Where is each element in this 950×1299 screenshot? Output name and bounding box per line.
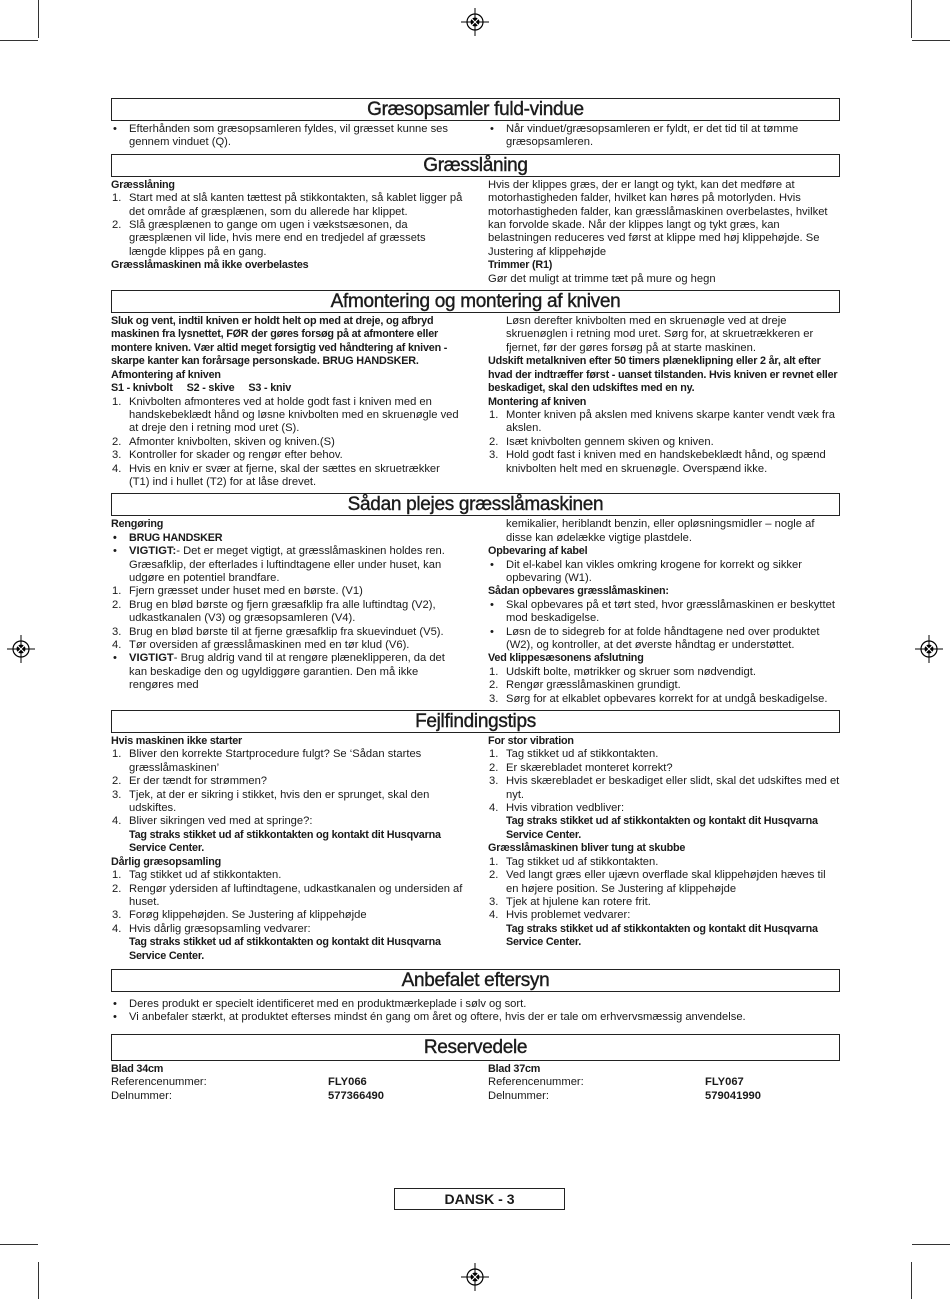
section-title-pleje: Sådan plejes græsslåmaskinen (111, 493, 840, 516)
list-item: 2. Rengør ydersiden af luftindtagene, udkastkanalen og undersiden af huset. (112, 882, 463, 908)
crop-mark (911, 1262, 912, 1299)
warning-text: Udskift metalkniven efter 50 timers plæneklipning eller 2 år, alt efter hvad der indtræffer først - uanset tilstanden. Hvis kniven er revnet eller beskadiget, skal den udskiftes med en ny. (488, 355, 838, 395)
part-number: 579041990 (705, 1089, 761, 1102)
crop-mark (38, 0, 39, 38)
list-item: 4. Hvis vibration vedbliver: (489, 802, 625, 815)
paragraph: Løsn derefter knivbolten med en skruenøgle ved at dreje skruenøglen i retning mod uret. Sørg for, at skruetrækkeren er fjernet, før der gøres forsøg på at starte maskinen. (506, 315, 814, 354)
page-footer: DANSK - 3 (394, 1188, 565, 1210)
list-item: • Efterhånden som græsopsamleren fyldes, vil græsset kunne ses gennem vinduet (Q). (111, 123, 463, 150)
list-item: • Løsn de to sidegreb for at folde håndtagene ned over produktet (W2), og kontroller, at det øverste håndtag er understøttet. (488, 626, 840, 653)
section-pleje (111, 518, 840, 706)
list-item: 2. Slå græsplænen to gange om ugen i vækstsæsonen, da græsplænen vil lide, hvis mere end en tredjedel af græssets længde klippes på en gang. (112, 219, 426, 258)
label: Referencenummer: (488, 1076, 584, 1089)
crop-mark (912, 40, 950, 41)
section-title-eftersyn: Anbefalet eftersyn (111, 969, 840, 992)
subheading: Blad 37cm (488, 1062, 541, 1075)
list-item: 3. Forøg klippehøjden. Se Justering af klippehøjde (112, 909, 367, 922)
list-item: • Dit el-kabel kan vikles omkring krogene for korrekt og sikker opbevaring (W1). (488, 559, 840, 586)
crop-mark (912, 1244, 950, 1245)
list-item: 2. Isæt knivbolten gennem skiven og kniven. (489, 435, 714, 448)
crop-mark (911, 0, 912, 38)
registration-mark-icon (461, 1263, 489, 1291)
crop-mark (0, 1244, 38, 1245)
subheading: Montering af kniven (488, 395, 587, 408)
list-item: 2. Er skærebladet monteret korrekt? (489, 761, 673, 774)
parts-legend: S1 - knivbolt S2 - skive S3 - kniv (111, 382, 292, 395)
list-item: 2. Ved langt græs eller ujævn overflade skal klippehøjden hæves til en højere position. Se Justering af klippehøjde (489, 869, 826, 895)
registration-mark-icon (7, 635, 35, 663)
subheading: Ved klippesæsonens afslutning (488, 652, 644, 665)
label: Delnummer: (488, 1089, 549, 1102)
list-item: 2. Rengør græsslåmaskinen grundigt. (489, 679, 681, 692)
manual-page (111, 98, 840, 1103)
list-item: 3. Hvis skærebladet er beskadiget eller slidt, skal det udskiftes med et nyt. (489, 775, 840, 801)
subheading: Trimmer (R1) (488, 259, 553, 272)
subheading: Afmontering af kniven (111, 368, 221, 381)
list-item: 4. Hvis problemet vedvarer: (489, 909, 631, 922)
section-slaaning (111, 179, 840, 286)
list-item: 3. Tjek, at der er sikring i stikket, hvis den er sprunget, skal den udskiftes. (112, 788, 430, 815)
list-item: 3. Kontroller for skader og rengør efter behov. (112, 449, 343, 462)
section-reserve (111, 1063, 840, 1103)
list-item: 3. Brug en blød børste til at fjerne græsafklip fra skuevinduet (V5). (112, 625, 444, 638)
list-item: 4. Bliver sikringen ved med at springe?: (112, 815, 313, 828)
list-item: 1. Tag stikket ud af stikkontakten. (112, 869, 282, 882)
list-item: • Deres produkt er specielt identificeret med en produktmærkeplade i sølv og sort. (111, 998, 840, 1011)
registration-mark-icon (915, 635, 943, 663)
list-item: 1. Tag stikket ud af stikkontakten. (489, 748, 659, 761)
list-item: 2. Brug en blød børste og fjern græsafklip fra alle luftindtag (V2), udkastkanalen (V3) og græsopsamleren (V4). (112, 598, 436, 625)
part-number: 577366490 (328, 1089, 384, 1102)
list-item: 3. Hold godt fast i kniven med en handskebeklædt hånd, og spænd knivbolten helt med en skruenøgle. Overspænd ikke. (489, 449, 826, 475)
section-title-vindue: Græsopsamler fuld-vindue (111, 98, 840, 121)
list-item: • Når vinduet/græsopsamleren er fyldt, er det tid til at tømme græsopsamleren. (488, 123, 840, 150)
warning-text: Sluk og vent, indtil kniven er holdt helt op med at dreje, og afbryd maskinen fra lysnettet, FØR der gøres forsøg på at afmontere eller montere kniven. Vær altid meget forsigtig ved håndtering af kniven - skarpe kanter kan forårsage personskade. BRUG HANDSKER. (111, 315, 448, 368)
service-notice: Tag straks stikket ud af stikkontakten og kontakt dit Husqvarna Service Center. (129, 936, 441, 962)
paragraph: Gør det muligt at trimme tæt på mure og hegn (488, 272, 716, 285)
subheading: Hvis maskinen ikke starter (111, 735, 243, 748)
reference-number: FLY066 (328, 1076, 367, 1089)
reference-number: FLY067 (705, 1076, 744, 1089)
list-item: 4. Tør oversiden af græsslåmaskinen med en tør klud (V6). (112, 639, 410, 651)
subheading: Dårlig græsopsamling (111, 855, 221, 868)
list-item: 3. Sørg for at elkablet opbevares korrekt for at undgå beskadigelse. (489, 692, 828, 705)
section-title-kniv: Afmontering og montering af kniven (111, 290, 840, 313)
list-item: 4. Hvis en kniv er svær at fjerne, skal der sættes en skruetrækker (T1) ind i hullet (T2) for at låse drevet. (112, 462, 440, 488)
service-notice: Tag straks stikket ud af stikkontakten og kontakt dit Husqvarna Service Center. (506, 922, 818, 949)
subheading: Opbevaring af kabel (488, 545, 588, 558)
warning-text: Græsslåmaskinen må ikke overbelastes (111, 259, 309, 272)
list-item: • VIGTIGT- Brug aldrig vand til at rengøre plæneklipperen, da det kan beskadige den og ugyldiggøre garantien. Den må ikke rengøres med (111, 652, 463, 692)
service-notice: Tag straks stikket ud af stikkontakten og kontakt dit Husqvarna Service Center. (506, 815, 818, 841)
section-kniv (111, 315, 840, 489)
list-item: 1. Bliver den korrekte Startprocedure fulgt? Se ‘Sådan startes græsslåmaskinen’ (112, 748, 422, 774)
list-item: 1. Start med at slå kanten tættest på stikkontakten, så kablet ligger på det område af græsplænen, som du allerede har klippet. (112, 192, 463, 218)
list-item: 3. Tjek at hjulene kan rotere frit. (489, 895, 651, 908)
crop-mark (38, 1262, 39, 1299)
subheading: Græsslåning (111, 178, 175, 191)
section-title-reserve: Reservedele (111, 1034, 840, 1061)
crop-mark (0, 40, 38, 41)
subheading: Blad 34cm (111, 1062, 164, 1075)
service-notice: Tag straks stikket ud af stikkontakten og kontakt dit Husqvarna Service Center. (129, 828, 441, 855)
paragraph: kemikalier, heriblandt benzin, eller opløsningsmidler – nogle af disse kan ødelække vigtige plastdele. (506, 518, 815, 544)
list-item: 2. Afmonter knivbolten, skiven og kniven.(S) (112, 435, 335, 448)
subheading: Rengøring (111, 518, 164, 531)
label: Referencenummer: (111, 1076, 207, 1089)
subheading: Græsslåmaskinen bliver tung at skubbe (488, 842, 686, 855)
section-title-slaaning: Græsslåning (111, 154, 840, 177)
paragraph: Hvis der klippes græs, der er langt og tykt, kan det medføre at motorhastigheden falder, hvilket kan høres på motorlyden. Hvis motorhastigheden falder, kan græsslåmaskinen overbelastes, hvilket kan forvolde skade. Når der klippes langt og tykt græs, kan belastningen reduceres ved først at klippe med høj klippehøjde. Se Justering af klippehøjde (488, 178, 828, 258)
section-eftersyn (111, 998, 840, 1025)
list-item: 1. Knivbolten afmonteres ved at holde godt fast i kniven med en handskebeklædt hånd og løsne knivbolten med en skruenøgle ved at dreje den i retning mod uret (S). (112, 395, 459, 435)
subheading: For stor vibration (488, 735, 574, 748)
list-item: 1. Fjern græsset under huset med en børste. (V1) (112, 585, 363, 598)
list-item: • VIGTIGT:- Det er meget vigtigt, at græsslåmaskinen holdes ren. Græsafklip, der efterlades i luftindtagene eller under huset, kan udgøre en potentiel brandfare. (111, 545, 463, 585)
section-vindue (111, 123, 840, 150)
list-item: 4. Hvis dårlig græsopsamling vedvarer: (112, 922, 311, 935)
list-item: 1. Udskift bolte, møtrikker og skruer som nødvendigt. (489, 665, 756, 678)
list-item: 1. Monter kniven på akslen med knivens skarpe kanter vendt væk fra akslen. (489, 408, 835, 435)
subheading: Sådan opbevares græsslåmaskinen: (488, 585, 669, 598)
list-item: • Skal opbevares på et tørt sted, hvor græsslåmaskinen er beskyttet mod beskadigelse. (488, 599, 840, 626)
registration-mark-icon (461, 8, 489, 36)
list-item: • BRUG HANDSKER (111, 532, 463, 545)
list-item: • Vi anbefaler stærkt, at produktet efterses mindst én gang om året og oftere, hvis der er tale om erhvervsmæssig anvendelse. (111, 1011, 840, 1024)
list-item: 2. Er der tændt for strømmen? (112, 775, 268, 788)
section-title-fejl: Fejlfindingstips (111, 710, 840, 733)
section-fejl (111, 735, 840, 963)
list-item: 1. Tag stikket ud af stikkontakten. (489, 855, 659, 868)
label: Delnummer: (111, 1089, 172, 1102)
